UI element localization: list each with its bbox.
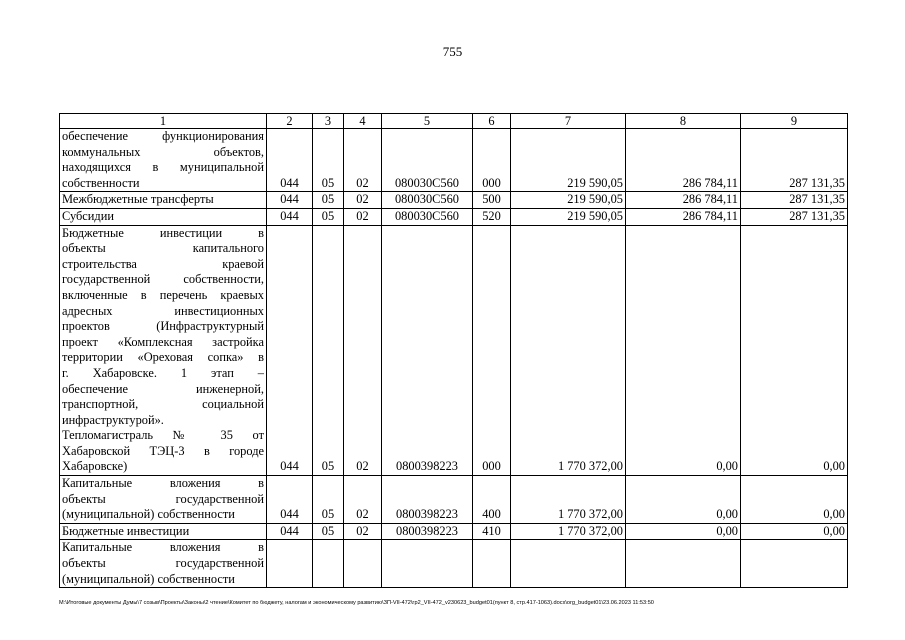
cell-c5: 080030C560	[382, 192, 473, 209]
cell-c8	[626, 540, 741, 588]
cell-c5: 0800398223	[382, 523, 473, 540]
cell-c8: 286 784,11	[626, 208, 741, 225]
description-line: обеспечение функционирования	[62, 129, 264, 143]
cell-c3: 05	[313, 225, 344, 476]
document-path-footer: M:\Итоговые документы Думы\7 созыв\Проекты\Законы\2 чтение\Комитет по бюджету, налогам и экономическому развитию\ЗП-VII-472\гр2_VII-472_v230623_budget01(пункт 8, стр.417-1063).docx\org_budget01\23.06.2023 11:53:50	[59, 600, 654, 606]
cell-c7: 1 770 372,00	[511, 476, 626, 524]
description-line: Бюджетные инвестиции	[62, 523, 190, 538]
description-line: обеспечение инженерной,	[62, 381, 264, 396]
cell-c7: 1 770 372,00	[511, 523, 626, 540]
budget-table	[59, 113, 848, 588]
cell-c4: 02	[344, 208, 382, 225]
description-line: Хабаровске)	[62, 459, 128, 474]
cell-c8: 0,00	[626, 523, 741, 540]
cell-c6: 410	[473, 523, 511, 540]
cell-c3: 05	[313, 523, 344, 540]
cell-c7	[511, 540, 626, 588]
cell-c8: 286 784,11	[626, 129, 741, 192]
header-cell: 7	[511, 114, 626, 129]
table-row	[60, 540, 848, 588]
cell-c9: 287 131,35	[741, 129, 848, 192]
cell-c6: 500	[473, 192, 511, 209]
header-cell: 3	[313, 114, 344, 129]
table-row	[60, 208, 848, 225]
cell-c9: 0,00	[741, 523, 848, 540]
description-line: Капитальные вложения в	[62, 476, 264, 491]
description-line: находящихся в муниципальной	[62, 160, 264, 175]
table-row	[60, 192, 848, 209]
description-line: коммунальных объектов,	[62, 144, 264, 159]
header-cell: 9	[741, 114, 848, 129]
cell-c4: 02	[344, 192, 382, 209]
header-cell: 4	[344, 114, 382, 129]
cell-c5: 080030C560	[382, 208, 473, 225]
cell-c6: 520	[473, 208, 511, 225]
description-line: проект «Комплексная застройка	[62, 334, 264, 349]
cell-c7: 1 770 372,00	[511, 225, 626, 476]
cell-c9: 287 131,35	[741, 208, 848, 225]
header-cell: 2	[267, 114, 313, 129]
description-line: (муниципальной) собственности	[62, 507, 235, 522]
header-cell: 5	[382, 114, 473, 129]
cell-c4: 02	[344, 225, 382, 476]
cell-c9	[741, 540, 848, 588]
cell-c8: 0,00	[626, 225, 741, 476]
description-line: Капитальные вложения в	[62, 540, 264, 555]
cell-c5: 0800398223	[382, 476, 473, 524]
description-line: строительства краевой	[62, 256, 264, 271]
cell-c2: 044	[267, 192, 313, 209]
row-description	[60, 476, 267, 524]
description-line: транспортной, социальной	[62, 397, 264, 412]
cell-c6: 000	[473, 225, 511, 476]
description-line: объекты государственной	[62, 556, 264, 571]
cell-c7: 219 590,05	[511, 192, 626, 209]
description-line: государственной собственности,	[62, 272, 264, 287]
table-header-row	[60, 114, 848, 129]
description-line: собственности	[62, 175, 140, 190]
cell-c8: 0,00	[626, 476, 741, 524]
table-row	[60, 523, 848, 540]
cell-c2	[267, 540, 313, 588]
table-row	[60, 225, 848, 476]
cell-c5: 080030C560	[382, 129, 473, 192]
row-description	[60, 192, 267, 209]
cell-c2: 044	[267, 208, 313, 225]
row-description	[60, 208, 267, 225]
row-description	[60, 523, 267, 540]
description-line: г. Хабаровске. 1 этап –	[62, 365, 264, 380]
description-line: включенные в перечень краевых	[62, 287, 264, 302]
cell-c3: 05	[313, 192, 344, 209]
row-description	[60, 225, 267, 476]
cell-c6	[473, 540, 511, 588]
header-cell: 1	[60, 114, 267, 129]
header-cell: 6	[473, 114, 511, 129]
cell-c4: 02	[344, 129, 382, 192]
header-cell: 8	[626, 114, 741, 129]
cell-c6: 000	[473, 129, 511, 192]
cell-c5: 0800398223	[382, 225, 473, 476]
description-line: инфраструктурой».	[62, 412, 164, 427]
cell-c4: 02	[344, 523, 382, 540]
table-row	[60, 129, 848, 192]
cell-c2: 044	[267, 523, 313, 540]
cell-c2: 044	[267, 476, 313, 524]
cell-c6: 400	[473, 476, 511, 524]
cell-c5	[382, 540, 473, 588]
description-line: Межбюджетные трансферты	[62, 192, 214, 207]
cell-c9: 0,00	[741, 225, 848, 476]
cell-c3	[313, 540, 344, 588]
cell-c8: 286 784,11	[626, 192, 741, 209]
cell-c3: 05	[313, 476, 344, 524]
description-line: Субсидии	[62, 208, 114, 223]
description-line: адресных инвестиционных	[62, 303, 264, 318]
cell-c7: 219 590,05	[511, 208, 626, 225]
table-row	[60, 476, 848, 524]
row-description	[60, 540, 267, 588]
cell-c9: 0,00	[741, 476, 848, 524]
page-number: 755	[442, 44, 463, 59]
cell-c7: 219 590,05	[511, 129, 626, 192]
description-line: Тепломагистраль № 35 от	[62, 428, 264, 443]
row-description	[60, 129, 267, 192]
description-line: объекты государственной	[62, 491, 264, 506]
description-line: проектов (Инфраструктурный	[62, 319, 264, 334]
cell-c4	[344, 540, 382, 588]
cell-c3: 05	[313, 129, 344, 192]
description-line: объекты капитального	[62, 241, 264, 256]
description-line: (муниципальной) собственности	[62, 571, 235, 586]
description-line: Бюджетные инвестиции в	[62, 225, 264, 240]
cell-c4: 02	[344, 476, 382, 524]
cell-c2: 044	[267, 225, 313, 476]
cell-c3: 05	[313, 208, 344, 225]
cell-c2: 044	[267, 129, 313, 192]
description-line: территории «Ореховая сопка» в	[62, 350, 264, 365]
description-line: Хабаровской ТЭЦ-3 в городе	[62, 443, 264, 458]
cell-c9: 287 131,35	[741, 192, 848, 209]
